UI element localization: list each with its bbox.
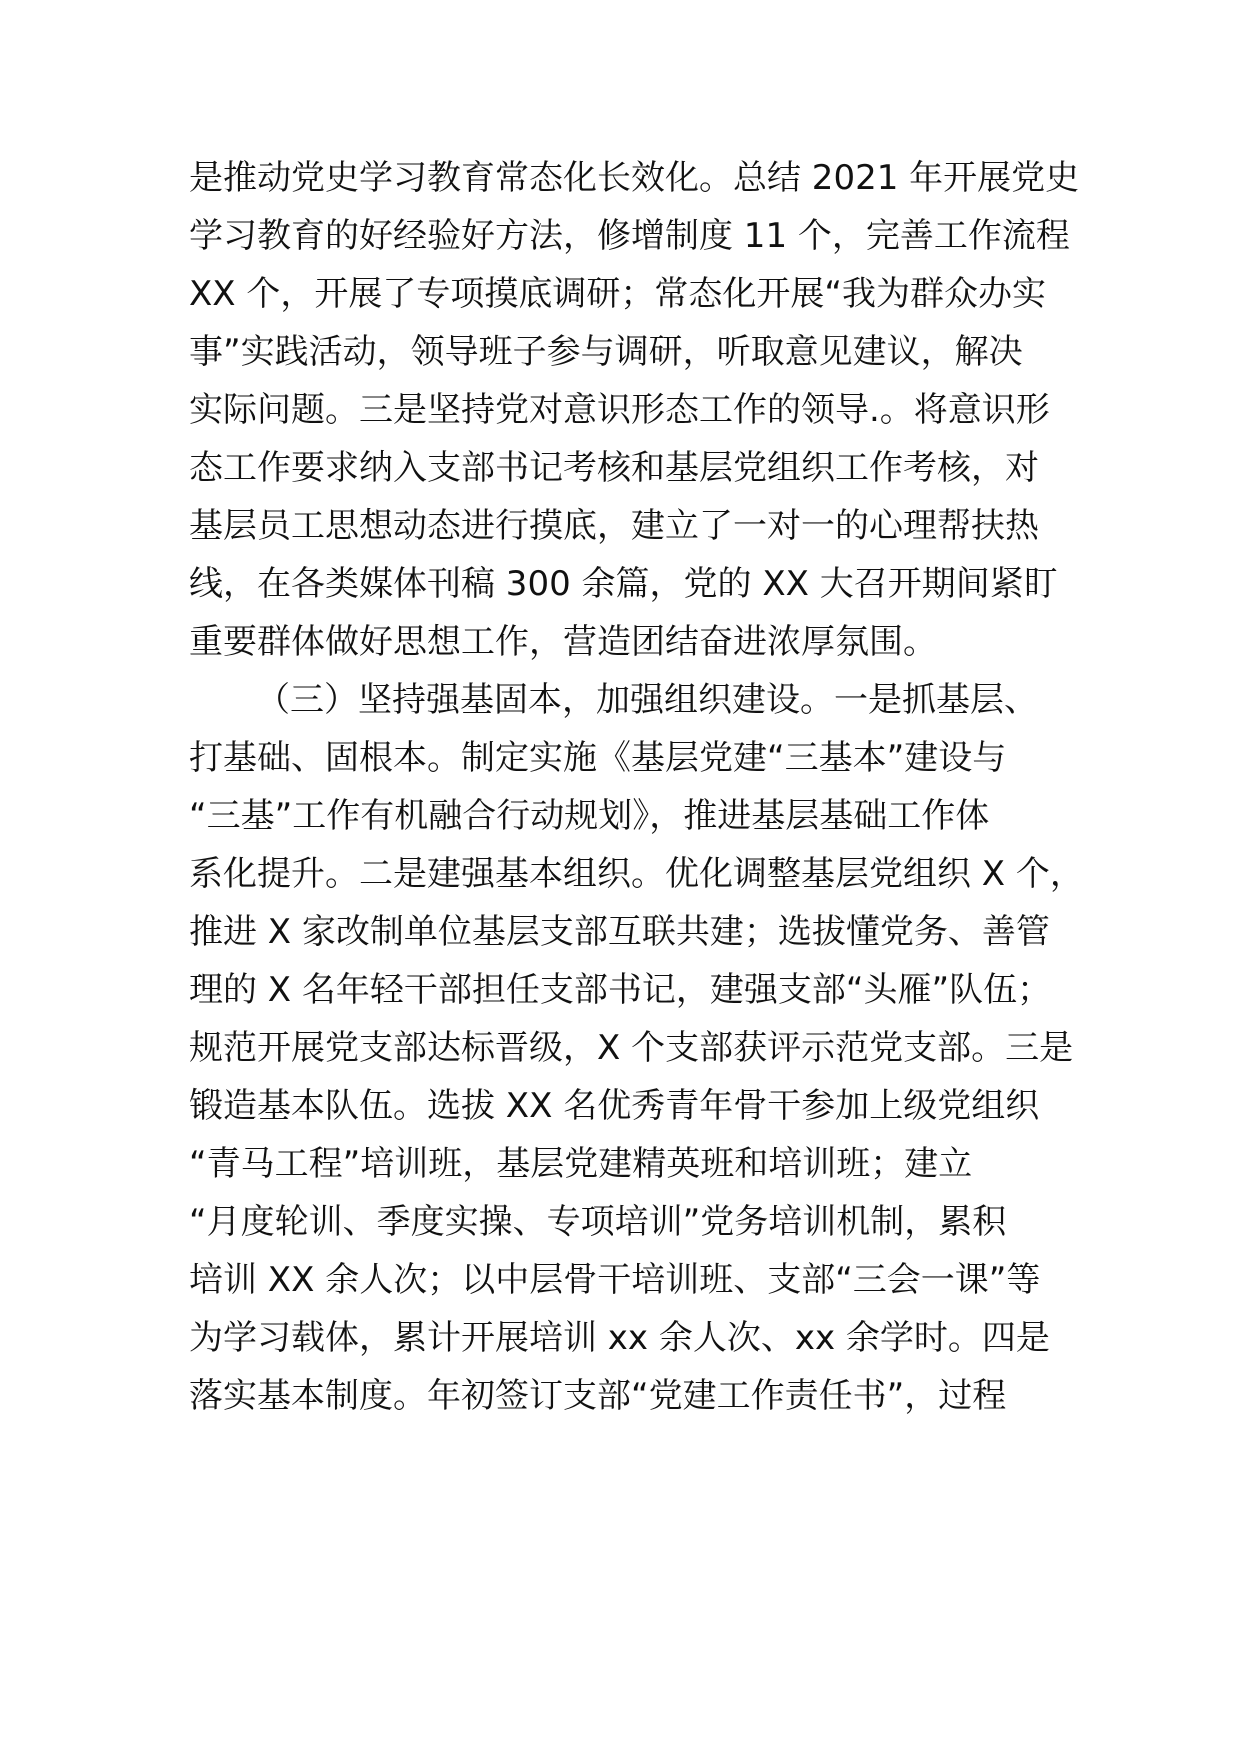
body-text-line: 事”实践活动，领导班子参与调研，听取意见建议，解决 bbox=[189, 332, 1023, 372]
body-text-line: 理的 X 名年轻干部担任支部书记，建强支部“头雁”队伍； bbox=[189, 970, 1052, 1010]
body-text-line: XX 个，开展了专项摸底调研；常态化开展“我为群众办实 bbox=[189, 274, 1047, 314]
body-text-line: 推进 X 家改制单位基层支部互联共建；选拔懂党务、善管 bbox=[189, 912, 1050, 952]
body-text-line: 为学习载体，累计开展培训 xx 余人次、xx 余学时。四是 bbox=[189, 1318, 1050, 1358]
body-text-line: 线，在各类媒体刊稿 300 余篇，党的 XX 大召开期间紧盯 bbox=[189, 564, 1058, 604]
body-text-line: 落实基本制度。年初签订支部“党建工作责任书”，过程 bbox=[189, 1376, 1007, 1416]
body-text-line: 态工作要求纳入支部书记考核和基层党组织工作考核，对 bbox=[189, 448, 1039, 488]
body-text-line: 培训 XX 余人次；以中层骨干培训班、支部“三会一课”等 bbox=[189, 1260, 1041, 1300]
body-text-line: 系化提升。二是建强基本组织。优化调整基层党组织 X 个， bbox=[189, 854, 1084, 894]
body-text-line: 打基础、固根本。制定实施《基层党建“三基本”建设与 bbox=[189, 738, 1007, 778]
body-text-line: 重要群体做好思想工作，营造团结奋进浓厚氛围。 bbox=[189, 622, 937, 662]
body-text-line: “三基”工作有机融合行动规划》，推进基层基础工作体 bbox=[189, 796, 990, 836]
body-text-line: 锻造基本队伍。选拔 XX 名优秀青年骨干参加上级党组织 bbox=[189, 1086, 1040, 1126]
body-text-line: 学习教育的好经验好方法，修增制度 11 个，完善工作流程 bbox=[189, 216, 1070, 256]
body-text-line: 是推动党史学习教育常态化长效化。总结 2021 年开展党史 bbox=[189, 158, 1080, 198]
body-text-line: 基层员工思想动态进行摸底，建立了一对一的心理帮扶热 bbox=[189, 506, 1039, 546]
section-heading-line: （三）坚持强基固本，加强组织建设。一是抓基层、 bbox=[256, 680, 1038, 720]
body-text-line: “月度轮训、季度实操、专项培训”党务培训机制，累积 bbox=[189, 1202, 1007, 1242]
body-text-line: 规范开展党支部达标晋级，X 个支部获评示范党支部。三是 bbox=[189, 1028, 1074, 1068]
body-text-line: “青马工程”培训班，基层党建精英班和培训班；建立 bbox=[189, 1144, 973, 1184]
body-text-line: 实际问题。三是坚持党对意识形态工作的领导.。将意识形 bbox=[189, 390, 1050, 430]
